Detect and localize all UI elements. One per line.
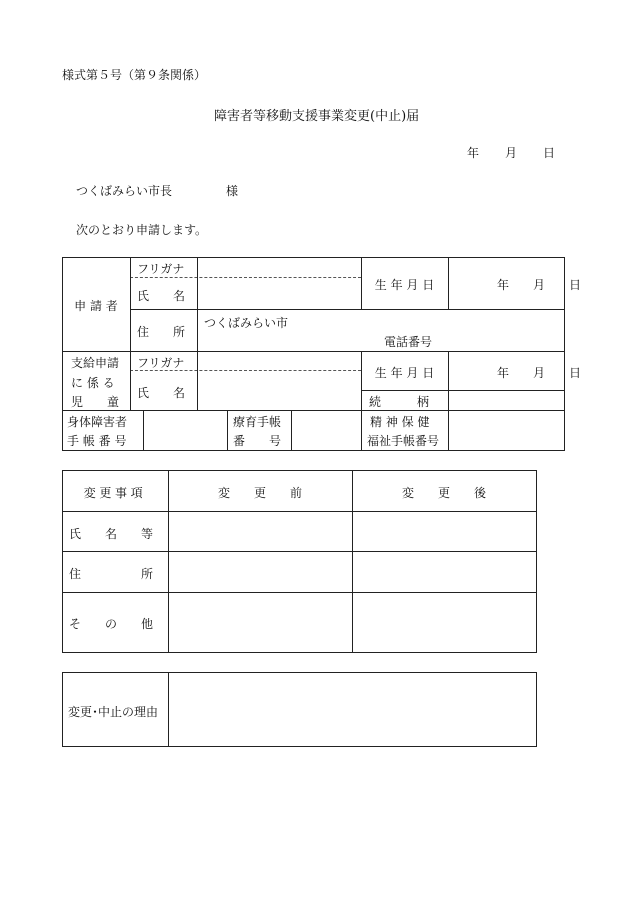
ryoiku-cert-label-1: 療育手帳 xyxy=(233,415,282,429)
furigana-field[interactable] xyxy=(198,258,360,276)
name-label: 氏 名 xyxy=(137,289,186,303)
child-furigana-field[interactable] xyxy=(198,352,360,369)
birthdate-field[interactable] xyxy=(449,258,563,308)
address-value: つくばみらい市 xyxy=(204,316,289,330)
date-day-label: 日 xyxy=(543,146,556,160)
name-field[interactable] xyxy=(198,279,360,308)
physical-cert-label-2: 手 帳 番 号 xyxy=(67,434,127,448)
child-label-3: 児 童 xyxy=(71,395,120,409)
child-name-field[interactable] xyxy=(198,372,360,409)
birthdate-ymd: 年 月 日 xyxy=(497,278,582,292)
phone-label: 電話番号 xyxy=(384,335,433,349)
addressee: つくばみらい市長 xyxy=(76,184,173,198)
applicant-label: 申 請 者 xyxy=(74,299,118,313)
reason-label: 変更･中止の理由 xyxy=(68,705,159,719)
row-address-label: 住 所 xyxy=(69,567,154,581)
physical-cert-field[interactable] xyxy=(144,411,226,449)
address-label: 住 所 xyxy=(137,325,186,339)
item-header: 変更事項 xyxy=(83,486,147,500)
mental-cert-field[interactable] xyxy=(449,411,563,449)
furigana-label: フリガナ xyxy=(137,262,185,276)
ryoiku-cert-field[interactable] xyxy=(292,411,360,449)
form-title: 障害者等移動支援事業変更(中止)届 xyxy=(214,109,420,124)
child-label-1: 支給申請 xyxy=(71,356,120,370)
mental-cert-label-1: 精 神 保 健 xyxy=(370,415,430,429)
reason-field[interactable] xyxy=(169,673,535,745)
child-furigana-label: フリガナ xyxy=(137,356,185,370)
name-before-field[interactable] xyxy=(169,512,351,550)
form-number: 様式第５号（第９条関係） xyxy=(62,68,207,82)
child-birthdate-ymd: 年 月 日 xyxy=(497,366,582,380)
address-before-field[interactable] xyxy=(169,552,351,591)
ryoiku-cert-label-2: 番 号 xyxy=(233,434,282,448)
physical-cert-label-1: 身体障害者 xyxy=(67,415,128,429)
date-month-label: 月 xyxy=(505,146,518,160)
child-birthdate-label: 生 年 月 日 xyxy=(374,366,435,380)
address-after-field[interactable] xyxy=(353,552,535,591)
relationship-label: 続 柄 xyxy=(369,395,430,409)
other-before-field[interactable] xyxy=(169,593,351,651)
relationship-field[interactable] xyxy=(449,391,563,409)
honorific: 様 xyxy=(226,184,239,198)
date-year-label: 年 xyxy=(467,146,480,160)
other-after-field[interactable] xyxy=(353,593,535,651)
birthdate-label: 生 年 月 日 xyxy=(374,278,435,292)
child-label-2: に 係 る xyxy=(71,376,115,390)
name-after-field[interactable] xyxy=(353,512,535,550)
row-name-label: 氏 名 等 xyxy=(69,527,154,541)
mental-cert-label-2: 福祉手帳番号 xyxy=(367,434,440,448)
intro-text: 次のとおり申請します。 xyxy=(76,223,208,237)
before-header: 変 更 前 xyxy=(217,486,302,500)
after-header: 変 更 後 xyxy=(401,486,486,500)
row-other-label: そ の 他 xyxy=(69,617,154,631)
child-name-label: 氏 名 xyxy=(137,386,186,400)
